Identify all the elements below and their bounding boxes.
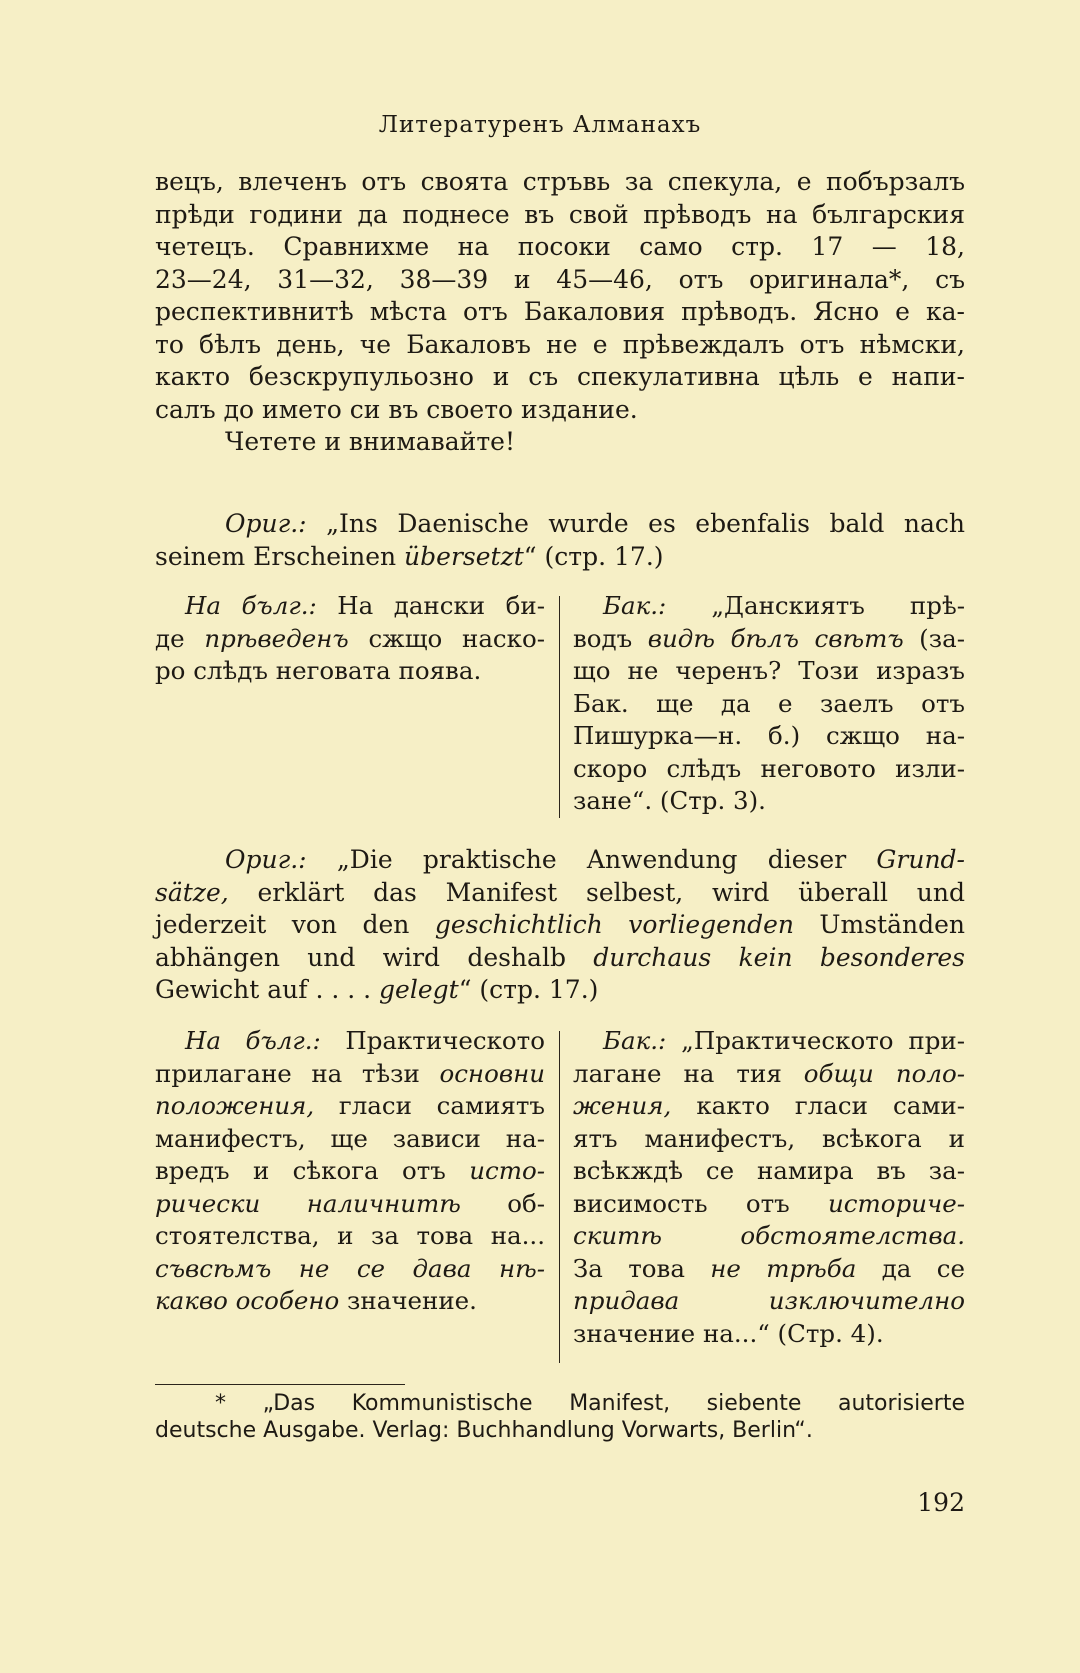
footnote-line: deutsche Ausgabe. Verlag: Buchhandlung Vorwarts, Berlin“. <box>155 1418 813 1443</box>
text-line: манифестъ, ще зависи на- <box>155 1123 545 1153</box>
orig-text: Umständen <box>793 910 965 939</box>
text-line: четецъ. Сравнихме на посоки само стр. 17 — 18, <box>155 232 965 261</box>
text-span: значение. <box>339 1286 477 1315</box>
text-line: скоро слѣдъ неговото изли- <box>573 753 965 783</box>
text-line <box>573 1058 965 1091</box>
orig-text: abhängen und wird deshalb <box>155 942 594 972</box>
text-line: зане“. (Стр. 3). <box>573 786 766 815</box>
emphasis: историче- <box>828 1188 965 1218</box>
text-line <box>155 1285 545 1318</box>
emphasis: общи поло- <box>803 1058 965 1088</box>
bulg-label: На бълг.: <box>185 591 317 620</box>
quote2-columns <box>155 1025 965 1365</box>
running-head: Литературенъ Алманахъ <box>378 112 702 138</box>
text-line: ро слѣдъ неговата поява. <box>155 656 482 685</box>
orig-text: jederzeit von den <box>155 910 435 939</box>
emphasis: рически наличнитѣ <box>155 1188 461 1218</box>
emphasis: придава изключително <box>573 1286 965 1315</box>
text-line: Пишурка—н. б.) сжщо на- <box>573 721 965 750</box>
emphasis: съвсѣмъ не се дава нѣ- <box>155 1253 545 1283</box>
text-span: гласи самиятъ <box>314 1091 545 1120</box>
text-line <box>155 1253 545 1286</box>
orig-text: „Ins Daenische wurde es ebenfalis bald nach <box>326 509 965 538</box>
text-line <box>573 1253 965 1286</box>
text-line: 23—24, 31—32, 38—39 и 45—46, отъ оригинала*, съ <box>155 264 965 294</box>
text-line <box>155 974 965 1007</box>
quote2-bulgarian <box>155 1025 545 1318</box>
footnote-rule <box>155 1384 405 1385</box>
text-line <box>155 1058 545 1091</box>
text-line <box>155 1188 545 1221</box>
text-span: На дански би- <box>316 591 545 620</box>
text-span: Практическото <box>320 1026 545 1055</box>
text-line: Бак. ще да е заелъ отъ <box>573 688 965 718</box>
quote2-original <box>155 844 965 1007</box>
text-span: де <box>155 623 205 653</box>
orig-emphasis: Grund- <box>876 845 965 874</box>
text-line <box>155 590 545 623</box>
text-span: вредъ и сѣкога отъ <box>155 1156 470 1185</box>
orig-emphasis: sätze, <box>155 877 229 907</box>
text-line <box>155 844 965 877</box>
text-span: об- <box>460 1188 545 1218</box>
text-line <box>155 1155 545 1188</box>
text-span: лагане на тия <box>573 1058 804 1088</box>
bak-label: Бак.: <box>603 1026 667 1055</box>
footnote-line: * „Das Kommunistische Manifest, siebente autorisierte <box>215 1391 965 1416</box>
orig-emphasis: durchaus kein besonderes <box>593 942 965 972</box>
text-span: прилагане на тѣзи <box>155 1058 440 1088</box>
text-line <box>155 623 545 656</box>
orig-label: Ориг.: <box>225 509 307 538</box>
text-line: то бѣлъ день, че Бакаловъ не е прѣвеждалъ отъ нѣмски, <box>155 329 965 359</box>
emphasis: скитѣ обстоятелства. <box>573 1221 965 1250</box>
quote1-bulgarian <box>155 590 545 688</box>
text-line <box>155 909 965 942</box>
orig-text: “ (стр. 17.) <box>458 975 599 1004</box>
orig-label: Ориг.: <box>225 845 307 874</box>
intro-paragraph <box>155 166 965 459</box>
orig-text: Gewicht auf . . . . <box>155 975 380 1004</box>
text-line <box>573 1220 965 1253</box>
text-line: стоятелства, и за това на... <box>155 1221 545 1250</box>
text-line: значение на...“ (Стр. 4). <box>573 1318 884 1348</box>
orig-text: seinem Erscheinen <box>155 541 405 571</box>
orig-emphasis: geschichtlich vorliegenden <box>434 910 794 939</box>
page-number: 192 <box>917 1488 965 1517</box>
text-span: „Практическото при- <box>666 1026 965 1055</box>
text-line <box>573 590 965 623</box>
orig-emphasis: gelegt <box>379 975 459 1004</box>
emphasis: основни <box>439 1058 545 1088</box>
text-line: що не черенъ? Този изразъ <box>573 656 965 685</box>
emphasis: положения, <box>155 1091 315 1120</box>
text-line <box>573 623 965 656</box>
text-line <box>155 1025 545 1058</box>
text-line <box>573 1025 965 1058</box>
text-line <box>155 942 965 975</box>
quote2-bakalov <box>573 1025 965 1350</box>
text-line: ятъ манифестъ, всѣкога и <box>573 1123 965 1153</box>
emphasis: какво особено <box>155 1286 340 1315</box>
orig-emphasis: übersetzt <box>404 541 524 571</box>
bak-label: Бак.: <box>603 591 667 620</box>
text-line <box>155 541 965 574</box>
text-span: сжщо наско- <box>348 623 545 653</box>
column-divider <box>559 596 560 818</box>
quote1-bakalov <box>573 590 965 818</box>
text-span: „Данскиятъ прѣ- <box>666 591 965 620</box>
text-line <box>155 1090 545 1123</box>
text-span: както гласи сами- <box>671 1091 965 1120</box>
column-divider <box>559 1031 560 1363</box>
text-line: салъ до името си въ своето издание. <box>155 394 638 424</box>
emphasis: исто- <box>469 1156 545 1185</box>
text-span: да се <box>856 1253 965 1283</box>
text-line <box>573 1285 965 1318</box>
text-span: (за- <box>903 623 965 653</box>
text-line <box>155 877 965 910</box>
text-line: всѣкждѣ се намира въ за- <box>573 1156 965 1185</box>
text-span: водъ <box>573 623 648 653</box>
emphasis: видѣ бѣлъ свѣтъ <box>647 623 904 653</box>
text-line <box>155 508 965 541</box>
orig-text: “ (стр. 17.) <box>523 541 664 571</box>
text-span: висимость отъ <box>573 1188 829 1218</box>
orig-text: „Die praktische Anwendung dieser <box>306 845 877 874</box>
emphasis: прѣведенъ <box>204 623 349 653</box>
quote1-original <box>155 508 965 573</box>
text-line <box>573 1090 965 1123</box>
text-line: прѣди години да поднесе въ свой прѣводъ на българския <box>155 199 965 229</box>
text-span: За това <box>573 1253 711 1283</box>
text-line: както безскрупульозно и съ спекулативна цѣль е напи- <box>155 362 965 391</box>
text-line: вецъ, влеченъ отъ своята стръвь за спекула, е побързалъ <box>155 167 965 196</box>
emphasis: жения, <box>573 1091 672 1120</box>
bulg-label: На бълг.: <box>185 1026 321 1055</box>
text-line: респективнитѣ мѣста отъ Бакаловия прѣводъ. Ясно е ка- <box>155 297 965 326</box>
quote1-columns <box>155 590 965 820</box>
footnote <box>155 1390 965 1444</box>
orig-text: erklärt das Manifest selbest, wird überall und <box>228 877 965 907</box>
text-line <box>573 1188 965 1221</box>
read-instruction: Четете и внимавайте! <box>225 427 515 456</box>
emphasis: не трѣба <box>710 1253 857 1283</box>
